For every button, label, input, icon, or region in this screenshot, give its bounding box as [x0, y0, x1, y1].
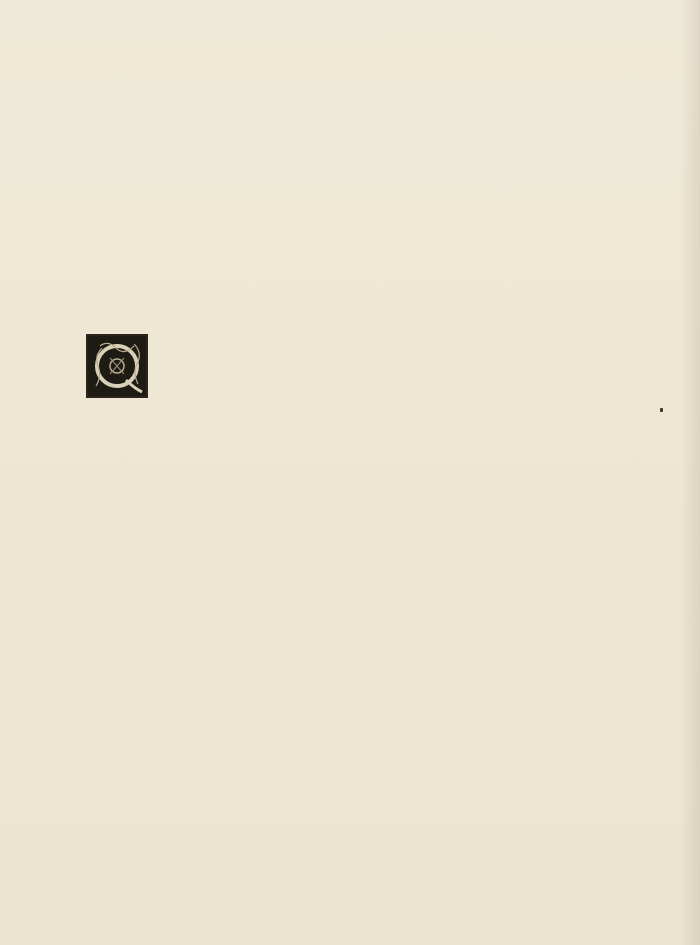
page-edge-shadow: [680, 0, 700, 945]
ink-smudge: [660, 408, 663, 412]
decorated-initial-q-icon: [86, 334, 148, 398]
